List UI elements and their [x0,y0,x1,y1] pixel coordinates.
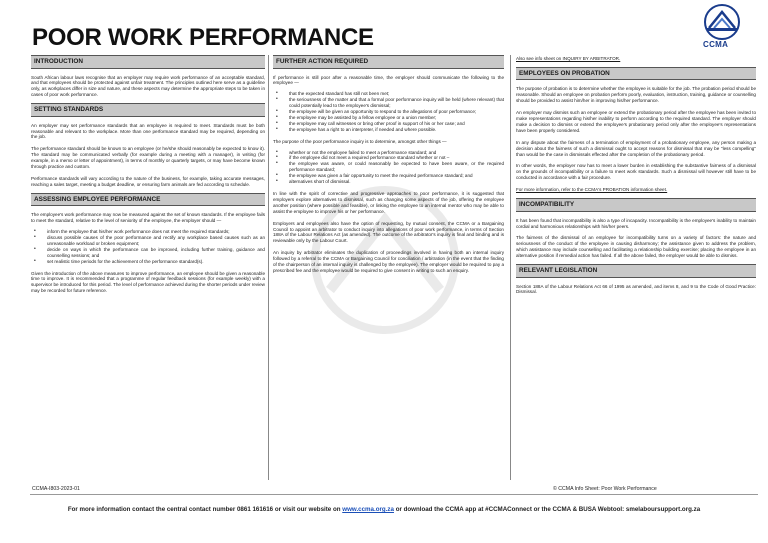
column-middle [273,55,504,480]
section-header-setting-standards: SETTING STANDARDS [31,103,265,117]
legislation-paragraph: Section 188A of the Labour Relations Act 66 of 1995 as amended, and items 8, and 9 to the Code of Good Practice: Dismissal. [516,283,756,295]
section-header-assessing: ASSESSING EMPLOYEE PERFORMANCE [31,193,265,207]
purpose-paragraph: The purpose of the poor performance inquiry is to determine, amongst other things — [273,138,447,144]
inquiry-paragraph: An inquiry by arbitrator eliminates the duplication of proceedings involved in having both an internal inquiry followed by a referral to the CCMA or Bargaining Council for conciliation / arbitration (in the event that the finding of the chairperson of an internal inquiry is challenged by the employee). The employer would be required to pay a prescribed fee and the employee would be required to give consent in writing to such an enquiry. [273,250,504,273]
section-header-incompatibility: INCOMPATIBILITY [516,198,756,212]
alternatives-paragraph: In line with the spirit of corrective and progressive approaches to poor performance, it is suggested that employers explore alternatives to dismissal, such as changing some aspects of the job, offering the employee another position (where possible and feasible), or linking the employee to an internal mentor who may be able to assist the employee to improve his or her performance. [273,191,504,214]
section-header-legislation: RELEVANT LEGISLATION [516,264,756,278]
list-item: • whether or not the employee failed to meet a performance standard; and [273,150,504,156]
see-also-link[interactable]: Also see info sheet on INQUIRY BY ARBITRATOR. [516,56,621,61]
further-paragraph: If performance is still poor after a reasonable time, the employer should communicate the following to the employee — [273,74,504,86]
logo-text: CCMA [703,40,729,49]
list-item: • the employee was aware, or could reasonably be expected to have been aware, or the required performance standard; [273,161,504,173]
list-item: • alternatives short of dismissal. [273,179,504,185]
section-header-probation: EMPLOYEES ON PROBATION [516,67,756,81]
incompat-paragraph: It has been found that incompatibility is also a type of incapacity. Incompatibility is the employee's inability to maintain cordial and harmonious relationships with his/her peers. [516,217,756,229]
probation-paragraph: In other words, the employer now has to meet a lower burden in establishing the substantive fairness of a dismissal on the grounds of incompatibility or a failure to meet work standards. Such a dismissal will however still have to be conducted in accordance with a fair procedure. [516,163,756,181]
column-left [31,55,265,480]
standards-paragraph: The performance standard should be known to an employee (or he/she should reasonably be expected to know it). The standard may be communicated verbally (for example during a meeting with a manager), in writing (for example, in a memo or letter of appointment), in terms of monthly or quarterly targets, or may have become known through practice and custom. [31,146,265,170]
list-item: • decide on ways in which the performance can be improved, including further training, guidance and counselling sessions; and [31,247,265,259]
intro-text: South African labour laws recognise that an employer may require work performance of an acceptable standard, and that employees should be protected against unfair treatment. The principles outlined here serve as a guideline only, as workplaces differ in size and nature, and these aspects may determine the appropriate steps to be taken in cases of poor work performance. [31,74,265,98]
probation-paragraph: An employer may dismiss such an employee or extend the probationary period after the employee has been invited to make representations regarding his/her inability to perform according to the required standard. The employer should make a decision to dismiss or extend the employee's probationary period only after the employee's representations have been properly considered. [516,110,756,133]
list-item: • set realistic time periods for the achievement of the performance standard(s). [31,259,265,265]
list-item: • the employee may call witnesses or bring other proof in support of his or her case; and [273,121,504,127]
document-code: CCMA-I803-2023-01 [32,486,80,492]
further-list [273,91,504,132]
section-header-further-action: FURTHER ACTION REQUIRED [273,55,504,69]
list-item: • the employee may be assisted by a fellow employee or a union member; [273,115,504,121]
standards-paragraph: An employer may set performance standards that an employee is required to meet. Standards must be both reasonable and relevant to the workplace. More than one performance standard may be required, depending on the job. [31,122,265,140]
probation-paragraph: In any dispute about the fairness of a termination of employment of a probationary employee, any person making a decision about the fairness of such a dismissal ought to accept reasons for dismissal that may be "less compelling" than would be the case in dismissals effected after the completion of the probationary period. [516,139,756,157]
column-divider [510,55,511,480]
page-title: POOR WORK PERFORMANCE [32,24,374,51]
list-item: • discuss possible causes of the poor performance and rectify any workplace based causes such as an unreasonable workload or broken equipment; [31,235,265,247]
incompat-paragraph: The fairness of the dismissal of an employee for incompatibility turns on a variety of factors: the nature and seriousness of the conduct of the employee in causing disharmony; the assistance given to address the problem, which assistance may include counselling and facilitating a relationship building exercise; placing the employee in an alternative position if remedial action has failed. If all the above failed, the employer would be able to dismiss. [516,235,756,259]
list-item: • the employee has a right to an interpreter, if needed and where possible. [273,127,504,133]
contact-prefix: For more information contact the central contact number 0861 161616 or visit our website on [67,506,341,513]
assess-paragraph: Given the introduction of the above measures to improve performance, an employee should be given a reasonable time to improve. It is recommended that a programme of regular feedback sessions (for example weekly) with a supervisor be introduced for this period. The level of performance achieved during the shorter periods under review may be recorded for future reference. [31,270,265,294]
list-item: • if the employee did not meet a required performance standard whether or not – [273,155,504,161]
list-item: • the employee will be given an opportunity to respond to the allegations of poor performance; [273,109,504,115]
list-item: • that the expected standard has still not been met; [273,91,504,97]
contact-bar [0,506,768,513]
probation-info-link[interactable]: For more information, refer to the CCMA's PROBATION information sheet. [516,187,668,193]
column-divider [268,55,269,480]
contact-suffix: or download the CCMA app at #CCMAConnect or the CCMA & BUSA Webtool: smelaboursupport.org.za [395,506,701,513]
assess-paragraph: The employee's work performance may now be measured against the set of known standards. If the employee fails to meet the standard, relative to the level of seniority of the employee, the employer should — [31,212,265,224]
list-item: • the employee was given a fair opportunity to meet the required performance standard; and [273,173,504,179]
copyright: © CCMA Info Sheet: Poor Work Performance [553,486,657,492]
column-right [516,55,756,480]
list-item: • inform the employee that his/her work performance does not meet the required standards; [31,229,265,235]
content-columns [31,55,756,480]
footer-divider [30,494,758,495]
arbitrator-paragraph: Employers and employees also have the option of requesting, by mutual consent, the CCMA or a Bargaining Council to appoint an arbitrator to conduct inquiry into allegations of poor work performance, in terms of Section 188A of the Labour Relations Act (as amended). The outcome of the arbitrator's inquiry is final and binding and is reviewable only by the Labour Court. [273,220,504,244]
list-item: • the seriousness of the matter and that a formal poor performance inquiry will be held (where relevant) that could potentially lead to the employee's dismissal; [273,97,504,109]
website-link[interactable]: www.ccma.org.za [342,506,394,513]
assess-list [31,229,265,264]
standards-paragraph: Performance standards will vary according to the nature of the business, for example, taking accurate messages, reaching a sales target, meeting a budget deadline, or ensuring farm animals are fed according to schedule. [31,175,265,187]
purpose-list [273,150,504,185]
section-header-introduction: INTRODUCTION [31,55,265,69]
probation-paragraph: The purpose of probation is to determine whether the employee is suitable for the job. The probation period should be reasonable. Should an employee on probation perform poorly, evaluation, instruction, training, guidance or counselling should be provided to assist him/her in improving his/her performance. [516,86,756,104]
